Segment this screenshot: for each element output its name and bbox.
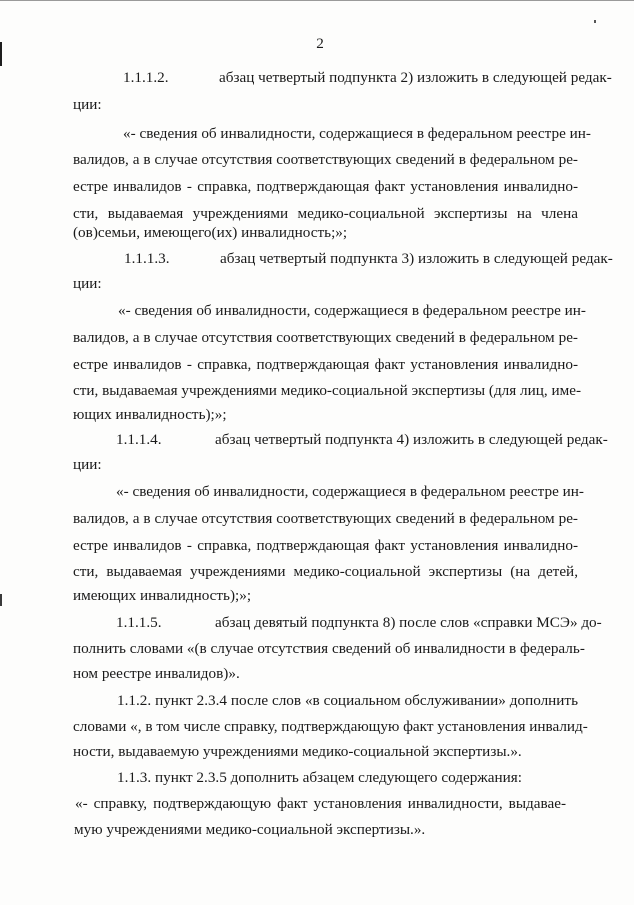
clause-text: абзац четвертый подпункта 2) изложить в следующей редак- <box>219 69 612 86</box>
paragraph-line: «- сведения об инвалидности, содержащиеся в федеральном реестре ин- <box>123 125 591 142</box>
page-number: 2 <box>316 35 324 52</box>
clause-text: абзац девятый подпункта 8) после слов «справки МСЭ» до- <box>215 614 602 631</box>
scan-left-mark <box>0 594 2 606</box>
paragraph-line: «- сведения об инвалидности, содержащиеся в федеральном реестре ин- <box>116 483 584 500</box>
paragraph-line: естре инвалидов - справка, подтверждающая факт установления инвалидно- <box>73 356 578 373</box>
paragraph-line: словами «, в том числе справку, подтверждающую факт установления инвалид- <box>73 718 588 735</box>
clause-number: 1.1.1.4. <box>116 431 162 448</box>
paragraph-line <box>123 69 612 87</box>
paragraph-line: ющих инвалидность);»; <box>73 406 227 423</box>
paragraph-line: ции: <box>73 456 102 473</box>
paragraph-line <box>116 614 602 632</box>
paragraph-line: валидов, а в случае отсутствия соответствующих сведений в федеральном ре- <box>73 329 578 346</box>
paragraph-line: естре инвалидов - справка, подтверждающая факт установления инвалидно- <box>73 537 578 554</box>
paragraph-line: имеющих инвалидность);»; <box>73 587 252 604</box>
paragraph-line: «- сведения об инвалидности, содержащиеся в федеральном реестре ин- <box>118 302 586 319</box>
paragraph-line: ции: <box>73 275 102 292</box>
paragraph-line <box>124 250 613 268</box>
paragraph-line: ции: <box>73 96 102 113</box>
scan-left-mark <box>0 42 2 66</box>
paragraph-line <box>116 431 608 449</box>
paragraph-line: сти, выдаваемая учреждениями медико-социальной экспертизы (на детей, <box>73 563 578 580</box>
paragraph-line: валидов, а в случае отсутствия соответствующих сведений в федеральном ре- <box>73 151 578 168</box>
paragraph-line: (ов)семьи, имеющего(их) инвалидность;»; <box>73 224 348 241</box>
clause-text: абзац четвертый подпункта 4) изложить в следующей редак- <box>215 431 608 448</box>
paragraph-line: ности, выдаваемую учреждениями медико-социальной экспертизы.». <box>73 743 522 760</box>
paragraph-line: мую учреждениями медико-социальной экспертизы.». <box>74 821 426 838</box>
scan-speck <box>594 20 596 23</box>
clause-number: 1.1.1.2. <box>123 69 169 86</box>
paragraph-line: 1.1.3. пункт 2.3.5 дополнить абзацем следующего содержания: <box>117 769 522 786</box>
clause-number: 1.1.1.3. <box>124 250 170 267</box>
scan-top-edge <box>0 0 634 1</box>
paragraph-line: естре инвалидов - справка, подтверждающая факт установления инвалидно- <box>73 178 578 195</box>
paragraph-line: сти, выдаваемая учреждениями медико-социальной экспертизы (для лиц, име- <box>73 382 582 399</box>
paragraph-line: ном реестре инвалидов)». <box>73 665 240 682</box>
clause-text: абзац четвертый подпункта 3) изложить в следующей редак- <box>220 250 613 267</box>
paragraph-line: 1.1.2. пункт 2.3.4 после слов «в социальном обслуживании» дополнить <box>117 692 578 709</box>
paragraph-line: сти, выдаваемая учреждениями медико-социальной экспертизы на члена <box>73 205 578 222</box>
paragraph-line: валидов, а в случае отсутствия соответствующих сведений в федеральном ре- <box>73 510 578 527</box>
clause-number: 1.1.1.5. <box>116 614 162 631</box>
paragraph-line: «- справку, подтверждающую факт установления инвалидности, выдавае- <box>75 795 566 812</box>
paragraph-line: полнить словами «(в случае отсутствия сведений об инвалидности в федераль- <box>73 640 585 657</box>
